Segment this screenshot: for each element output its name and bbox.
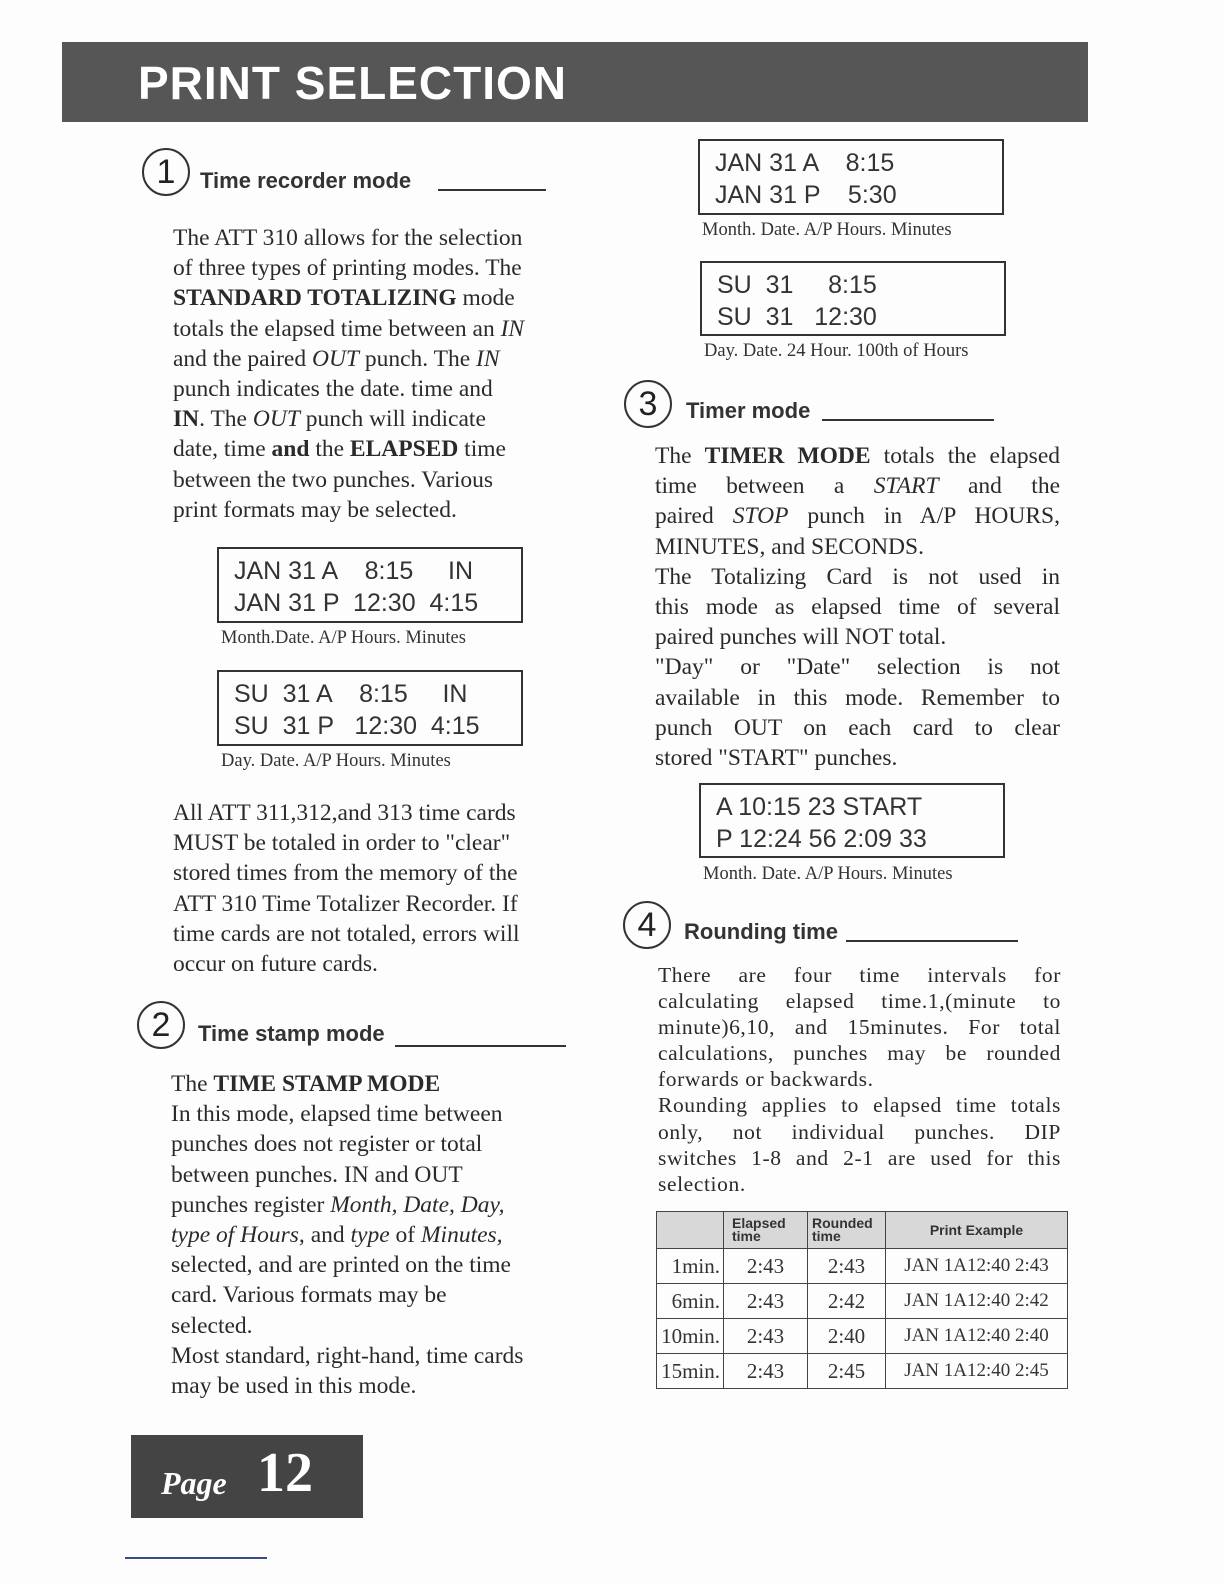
heading-underline: [846, 940, 1018, 942]
text-segment: ATT 310 Time Totalizer Recorder. If: [173, 890, 518, 917]
text-segment: TIME STAMP MODE: [213, 1071, 441, 1097]
text-segment: of three types of printing modes. The: [173, 255, 522, 282]
table-cell: JAN 1A12:40 2:43: [886, 1249, 1068, 1284]
print-example-box: A 10:15 23 START P 12:24 56 2:09 33: [699, 783, 1005, 858]
print-example-box: JAN 31 A 8:15 JAN 31 P 5:30: [698, 139, 1004, 215]
text-segment: punches does not register or total: [171, 1131, 483, 1158]
sec3-paragraph: [655, 441, 1060, 773]
page-title: PRINT SELECTION: [138, 57, 568, 109]
sec4-paragraph: [658, 962, 1061, 1197]
text-segment: Month, Date, Day,: [330, 1191, 505, 1218]
text-line: [655, 592, 1060, 622]
text-line: [171, 1190, 523, 1220]
page-number-badge: [131, 1435, 363, 1518]
text-segment: occur on future cards.: [173, 950, 378, 977]
text-segment: MUST be totaled in order to "clear": [173, 830, 511, 857]
text-line: [171, 1311, 523, 1341]
text-segment: Most standard, right-hand, time cards: [171, 1342, 524, 1369]
sec2-paragraph: [171, 1069, 523, 1401]
text-segment: IN: [476, 345, 500, 372]
text-segment: paired punches will NOT total.: [655, 624, 947, 651]
text-line: [658, 1119, 1061, 1145]
table-cell: 2:43: [724, 1284, 808, 1319]
text-line: [173, 949, 520, 979]
print-example-box: SU 31 8:15 SU 31 12:30: [700, 261, 1006, 336]
text-line: [171, 1250, 523, 1280]
text-segment: available in this mode. Remember to: [655, 684, 1060, 711]
text-line: [655, 683, 1060, 713]
text-line: [658, 1092, 1061, 1118]
text-line: [173, 404, 524, 434]
text-line: [171, 1099, 523, 1129]
heading-underline: [438, 189, 546, 191]
text-line: [655, 652, 1060, 682]
table-cell: 2:42: [808, 1284, 886, 1319]
text-segment: OUT: [311, 345, 359, 372]
text-segment: mode: [456, 285, 515, 312]
text-line: [658, 1171, 1061, 1197]
text-line: [173, 223, 524, 253]
table-cell: JAN 1A12:40 2:45: [886, 1354, 1068, 1389]
text-segment: punches register: [171, 1191, 331, 1218]
section-heading-2: Time stamp mode: [198, 1021, 385, 1046]
table-header: Print Example: [886, 1212, 1068, 1249]
print-example-caption: Month.Date. A/P Hours. Minutes: [221, 628, 466, 648]
text-line: [173, 253, 524, 283]
table-cell: 2:43: [724, 1249, 808, 1284]
text-line: [658, 1145, 1061, 1171]
text-segment: punch. The: [359, 345, 477, 372]
page-label: Page: [161, 1465, 227, 1501]
text-line: [171, 1371, 523, 1401]
text-segment: The: [655, 443, 705, 469]
print-example-box: JAN 31 A 8:15 IN JAN 31 P 12:30 4:15: [217, 547, 523, 623]
text-segment: STANDARD TOTALIZING: [173, 285, 457, 312]
text-segment: time between a: [655, 473, 874, 500]
section-number-2: 2: [137, 1001, 185, 1049]
text-segment: START: [873, 473, 939, 500]
section-heading-1: Time recorder mode: [200, 168, 412, 193]
table-cell: 15min.: [657, 1354, 724, 1389]
table-cell: JAN 1A12:40 2:40: [886, 1319, 1068, 1354]
text-line: [655, 501, 1060, 531]
text-line: [171, 1160, 523, 1190]
page-number: 12: [257, 1442, 313, 1504]
table-header: [657, 1212, 724, 1249]
table-cell: 2:43: [724, 1319, 808, 1354]
table-cell: 6min.: [657, 1284, 724, 1319]
text-line: [171, 1280, 523, 1310]
table-cell: 2:40: [808, 1319, 886, 1354]
heading-underline: [395, 1045, 566, 1047]
text-line: [658, 1040, 1061, 1066]
text-segment: punch in A/P HOURS,: [788, 503, 1060, 530]
table-cell: 2:43: [724, 1354, 808, 1389]
text-segment: print formats may be selected.: [173, 496, 457, 523]
text-segment: The ATT 310 allows for the selection: [173, 225, 523, 251]
table-cell: JAN 1A12:40 2:42: [886, 1284, 1068, 1319]
text-line: [173, 798, 520, 828]
text-segment: The Totalizing Card is not used in: [655, 563, 1060, 590]
text-line: [173, 889, 520, 919]
text-line: [173, 434, 524, 464]
text-segment: totals the elapsed time between an: [173, 315, 501, 342]
text-segment: time cards are not totaled, errors will: [173, 920, 520, 947]
text-line: [173, 828, 520, 858]
text-segment: type of Hours,: [171, 1221, 305, 1248]
text-segment: stored "START" punches.: [655, 744, 898, 771]
text-line: [173, 344, 524, 374]
section-heading-3: Timer mode: [686, 398, 811, 423]
text-line: [171, 1069, 523, 1099]
text-segment: between the two punches. Various: [173, 466, 494, 493]
text-segment: "Day" or "Date" selection is not: [655, 654, 1060, 681]
text-segment: MINUTES, and SECONDS.: [655, 533, 924, 560]
print-example-caption: Day. Date. 24 Hour. 100th of Hours: [704, 341, 969, 361]
table-cell: 2:45: [808, 1354, 886, 1389]
print-example-box: SU 31 A 8:15 IN SU 31 P 12:30 4:15: [217, 670, 523, 746]
text-segment: forwards or backwards.: [658, 1067, 874, 1092]
table-cell: 2:43: [808, 1249, 886, 1284]
text-line: [658, 988, 1061, 1014]
text-segment: paired: [655, 503, 733, 530]
text-line: [655, 713, 1060, 743]
sec1-paragraph: [173, 223, 524, 525]
text-line: [655, 743, 1060, 773]
section-number-1: 1: [142, 148, 190, 196]
text-segment: and: [304, 1221, 351, 1248]
text-segment: OUT: [252, 406, 300, 433]
text-segment: switches 1-8 and 2-1 are used for this: [658, 1145, 1061, 1170]
text-segment: calculations, punches may be rounded: [658, 1041, 1061, 1066]
table-row: [657, 1319, 1068, 1354]
text-segment: only, not individual punches. DIP: [658, 1119, 1061, 1144]
table-header-row: [657, 1212, 1068, 1249]
text-segment: punch indicates the date. time and: [173, 375, 493, 402]
table-cell: 10min.: [657, 1319, 724, 1354]
text-segment: this mode as elapsed time of several: [655, 593, 1060, 620]
text-segment: date, time: [173, 436, 272, 463]
text-segment: and: [271, 436, 310, 463]
text-line: [655, 532, 1060, 562]
text-segment: selected.: [171, 1312, 253, 1339]
text-line: [173, 374, 524, 404]
section-number-3: 3: [624, 380, 672, 428]
text-line: [173, 919, 520, 949]
text-segment: punch OUT on each card to clear: [655, 714, 1060, 741]
sec1-paragraph-2: [173, 798, 520, 979]
text-line: [658, 962, 1061, 988]
text-segment: and the paired: [173, 345, 312, 372]
text-line: [173, 858, 520, 888]
text-segment: the: [309, 436, 350, 463]
text-line: [658, 1014, 1061, 1040]
heading-underline: [822, 419, 994, 421]
text-segment: totals the elapsed: [870, 443, 1061, 469]
table-row: [657, 1354, 1068, 1389]
text-segment: punch will indicate: [299, 406, 486, 433]
text-segment: card. Various formats may be: [171, 1282, 447, 1309]
text-line: [173, 314, 524, 344]
text-segment: ELAPSED: [349, 436, 459, 463]
text-line: [655, 562, 1060, 592]
text-segment: may be used in this mode.: [171, 1372, 417, 1399]
text-segment: . The: [199, 406, 253, 433]
text-line: [658, 1066, 1061, 1092]
text-segment: Rounding applies to elapsed time totals: [658, 1093, 1061, 1118]
text-segment: The: [171, 1071, 214, 1097]
table-row: [657, 1249, 1068, 1284]
text-segment: selection.: [658, 1171, 746, 1196]
text-segment: of: [389, 1221, 421, 1248]
text-line: [173, 495, 524, 525]
text-line: [655, 622, 1060, 652]
text-segment: between punches. IN and OUT: [171, 1161, 463, 1188]
text-line: [655, 441, 1060, 471]
text-segment: IN: [500, 315, 525, 342]
section-number-4: 4: [623, 901, 671, 949]
text-segment: and the: [938, 473, 1061, 500]
text-segment: Minutes,: [420, 1221, 503, 1248]
text-line: [655, 471, 1060, 501]
rounding-table: [656, 1211, 1068, 1389]
text-line: [171, 1129, 523, 1159]
text-line: [173, 283, 524, 313]
text-segment: minute)6,10, and 15minutes. For total: [658, 1015, 1061, 1040]
text-segment: STOP: [732, 503, 789, 530]
text-line: [173, 465, 524, 495]
table-header: Rounded time: [808, 1212, 886, 1249]
text-segment: stored times from the memory of the: [173, 860, 518, 887]
table-header: Elapsed time: [724, 1212, 808, 1249]
table-row: [657, 1284, 1068, 1319]
text-segment: All ATT 311,312,and 313 time cards: [173, 800, 516, 826]
footer-rule: [125, 1557, 267, 1559]
text-segment: selected, and are printed on the time: [171, 1252, 511, 1279]
print-example-caption: Month. Date. A/P Hours. Minutes: [703, 864, 953, 884]
print-example-caption: Month. Date. A/P Hours. Minutes: [702, 220, 952, 240]
text-segment: TIMER MODE: [704, 443, 871, 469]
text-segment: type: [350, 1221, 390, 1248]
text-segment: There are four time intervals for: [658, 963, 1061, 987]
text-segment: time: [458, 436, 506, 463]
section-heading-4: Rounding time: [684, 919, 838, 944]
text-line: [171, 1220, 523, 1250]
text-segment: In this mode, elapsed time between: [171, 1101, 503, 1128]
header-bar: [62, 42, 1088, 122]
print-example-caption: Day. Date. A/P Hours. Minutes: [221, 751, 451, 771]
text-line: [171, 1341, 523, 1371]
text-segment: IN: [173, 406, 200, 433]
table-cell: 1min.: [657, 1249, 724, 1284]
text-segment: calculating elapsed time.1,(minute to: [658, 989, 1061, 1014]
